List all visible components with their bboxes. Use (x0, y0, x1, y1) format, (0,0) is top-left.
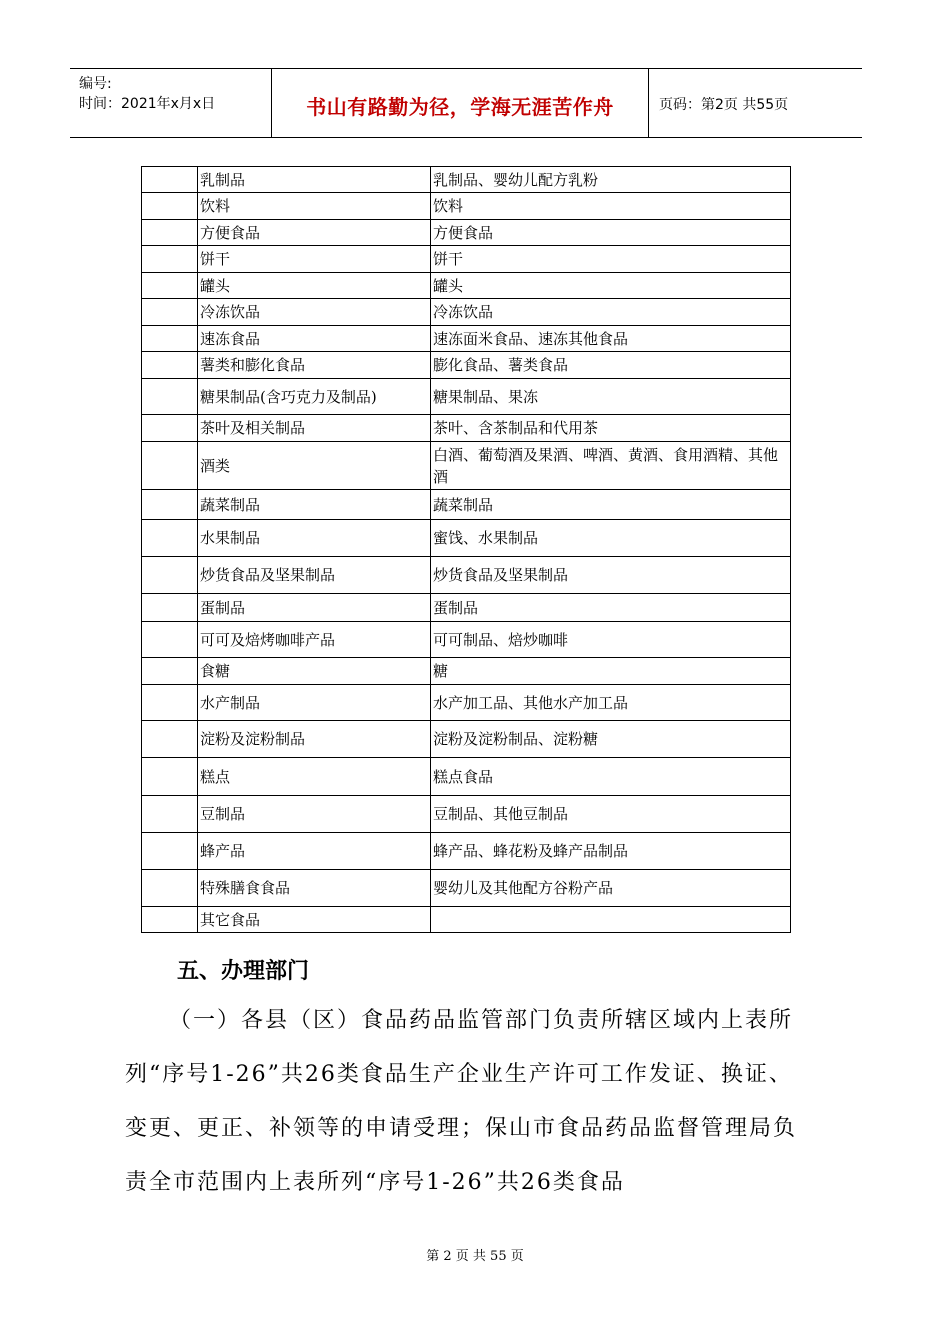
table-row (142, 907, 791, 933)
paragraph-text: （一）各县（区）食品药品监管部门负责所辖区域内上表所列“序号1-26”共26类食品生产企业生产许可工作发证、换证、变更、更正、补领等的申请受理；保山市食品药品监督管理局负责全市范围内上表所列“序号1-26”共26类食品 (125, 1008, 798, 1195)
subcategory-cell: 膨化食品、薯类食品 (431, 352, 791, 379)
row-number-cell (142, 622, 198, 658)
row-number-cell (142, 273, 198, 299)
category-cell: 水产制品 (198, 685, 431, 721)
row-number-cell (142, 520, 198, 557)
page-header (70, 68, 862, 138)
category-cell: 可可及焙烤咖啡产品 (198, 622, 431, 658)
header-page-cell (649, 69, 862, 137)
row-number-cell (142, 490, 198, 520)
category-cell: 其它食品 (198, 907, 431, 933)
subcategory-cell: 淀粉及淀粉制品、淀粉糖 (431, 721, 791, 758)
category-cell: 茶叶及相关制品 (198, 415, 431, 442)
table-row (142, 193, 791, 220)
motto-text: 书山有路勤为径，学海无涯苦作舟 (306, 95, 614, 119)
row-number-cell (142, 758, 198, 796)
category-cell: 酒类 (198, 442, 431, 490)
row-number-cell (142, 796, 198, 833)
category-cell: 薯类和膨化食品 (198, 352, 431, 379)
subcategory-cell: 炒货食品及坚果制品 (431, 557, 791, 594)
table-row (142, 870, 791, 907)
category-cell: 饮料 (198, 193, 431, 220)
category-cell: 速冻食品 (198, 326, 431, 352)
serial-label: 编号: (79, 76, 112, 92)
table-row (142, 685, 791, 721)
subcategory-cell: 水产加工品、其他水产加工品 (431, 685, 791, 721)
row-number-cell (142, 685, 198, 721)
subcategory-cell: 冷冻饮品 (431, 299, 791, 326)
table-row (142, 758, 791, 796)
table-row (142, 326, 791, 352)
table-row (142, 833, 791, 870)
section-heading: 五、办理部门 (177, 959, 310, 984)
table-row (142, 167, 791, 193)
subcategory-cell: 可可制品、焙炒咖啡 (431, 622, 791, 658)
subcategory-cell: 茶叶、含茶制品和代用茶 (431, 415, 791, 442)
row-number-cell (142, 557, 198, 594)
row-number-cell (142, 907, 198, 933)
subcategory-cell: 糖果制品、果冻 (431, 379, 791, 415)
table-row (142, 721, 791, 758)
category-cell: 方便食品 (198, 220, 431, 246)
subcategory-cell: 乳制品、婴幼儿配方乳粉 (431, 167, 791, 193)
category-cell: 淀粉及淀粉制品 (198, 721, 431, 758)
subcategory-cell: 速冻面米食品、速冻其他食品 (431, 326, 791, 352)
category-cell: 糕点 (198, 758, 431, 796)
header-meta-cell (70, 69, 272, 137)
category-cell: 特殊膳食食品 (198, 870, 431, 907)
category-cell: 水果制品 (198, 520, 431, 557)
table-row (142, 442, 791, 490)
category-cell: 蛋制品 (198, 594, 431, 622)
category-cell: 豆制品 (198, 796, 431, 833)
subcategory-cell: 蜂产品、蜂花粉及蜂产品制品 (431, 833, 791, 870)
page-footer: 第 2 页 共 55 页 (426, 1249, 524, 1264)
table-row (142, 352, 791, 379)
row-number-cell (142, 594, 198, 622)
table-row (142, 796, 791, 833)
category-cell: 蜂产品 (198, 833, 431, 870)
row-number-cell (142, 415, 198, 442)
table-row (142, 490, 791, 520)
row-number-cell (142, 246, 198, 273)
subcategory-cell: 豆制品、其他豆制品 (431, 796, 791, 833)
row-number-cell (142, 326, 198, 352)
table-row (142, 622, 791, 658)
subcategory-cell: 方便食品 (431, 220, 791, 246)
subcategory-cell: 蜜饯、水果制品 (431, 520, 791, 557)
category-cell: 饼干 (198, 246, 431, 273)
row-number-cell (142, 220, 198, 246)
category-cell: 食糖 (198, 658, 431, 685)
subcategory-cell: 婴幼儿及其他配方谷粉产品 (431, 870, 791, 907)
table-row (142, 594, 791, 622)
table-row (142, 299, 791, 326)
table-row (142, 520, 791, 557)
subcategory-cell: 罐头 (431, 273, 791, 299)
category-cell: 糖果制品(含巧克力及制品) (198, 379, 431, 415)
row-number-cell (142, 870, 198, 907)
row-number-cell (142, 193, 198, 220)
row-number-cell (142, 167, 198, 193)
subcategory-cell: 糖 (431, 658, 791, 685)
header-motto-cell (272, 69, 649, 137)
row-number-cell (142, 299, 198, 326)
row-number-cell (142, 833, 198, 870)
table-row (142, 273, 791, 299)
category-cell: 蔬菜制品 (198, 490, 431, 520)
table-row (142, 379, 791, 415)
subcategory-cell: 饮料 (431, 193, 791, 220)
table-row (142, 220, 791, 246)
subcategory-cell: 饼干 (431, 246, 791, 273)
row-number-cell (142, 658, 198, 685)
table-row (142, 557, 791, 594)
time-label: 时间：2021年x月x日 (79, 96, 216, 112)
table-row (142, 246, 791, 273)
section-paragraph (125, 994, 815, 1210)
category-cell: 乳制品 (198, 167, 431, 193)
row-number-cell (142, 721, 198, 758)
category-cell: 罐头 (198, 273, 431, 299)
row-number-cell (142, 352, 198, 379)
table-row (142, 658, 791, 685)
category-cell: 炒货食品及坚果制品 (198, 557, 431, 594)
subcategory-cell: 白酒、葡萄酒及果酒、啤酒、黄酒、食用酒精、其他酒 (431, 442, 791, 490)
food-category-table (141, 166, 791, 933)
subcategory-cell: 糕点食品 (431, 758, 791, 796)
table-row (142, 415, 791, 442)
subcategory-cell: 蔬菜制品 (431, 490, 791, 520)
subcategory-cell (431, 907, 791, 933)
page-number-label: 页码：第2页 共55页 (659, 97, 789, 113)
row-number-cell (142, 442, 198, 490)
row-number-cell (142, 379, 198, 415)
category-cell: 冷冻饮品 (198, 299, 431, 326)
subcategory-cell: 蛋制品 (431, 594, 791, 622)
